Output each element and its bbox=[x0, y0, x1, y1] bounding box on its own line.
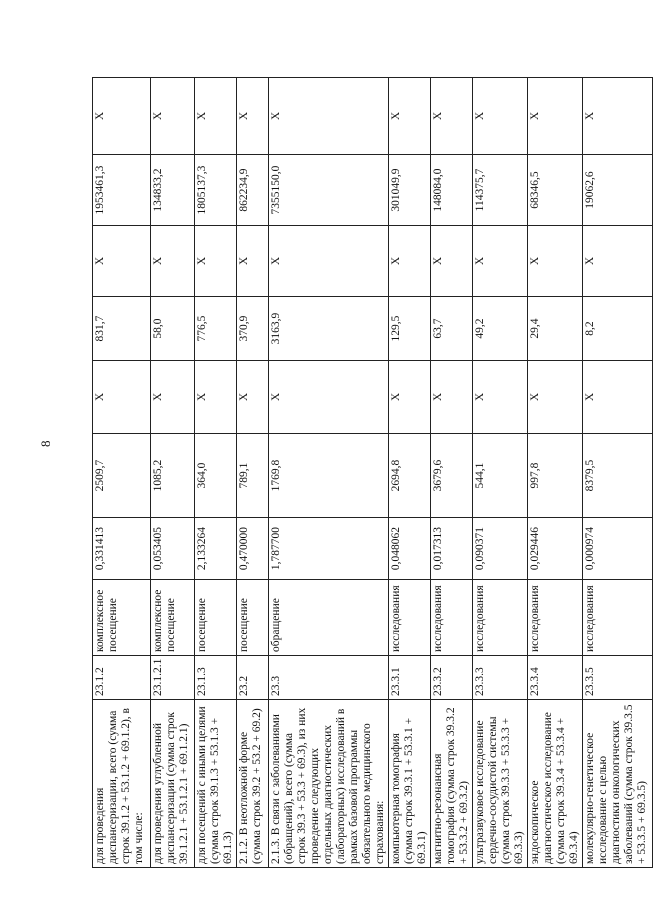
row-col10-cell: X bbox=[473, 78, 528, 155]
row-name-cell: ультразвуковое исследование сердечно-сосудистой системы (сумма строк 39.3.3 + 53.3.3 + 69.3.3) bbox=[473, 700, 528, 868]
row-col10-cell: X bbox=[237, 78, 269, 155]
row-rate-cell: 0,331413 bbox=[93, 518, 151, 580]
row-cost-cell: 1085,2 bbox=[151, 434, 195, 518]
row-col8-cell: X bbox=[583, 226, 653, 297]
row-unit-cell: исследования bbox=[528, 580, 583, 656]
table-row bbox=[269, 78, 389, 868]
row-col6-cell: X bbox=[431, 361, 473, 434]
row-unit-cell: обращение bbox=[269, 580, 389, 656]
row-col8-cell: X bbox=[431, 226, 473, 297]
row-rate-cell: 1,787700 bbox=[269, 518, 389, 580]
row-cost-cell: 2509,7 bbox=[93, 434, 151, 518]
row-cost-cell: 2694,8 bbox=[389, 434, 431, 518]
row-code-cell: 23.3.5 bbox=[583, 656, 653, 700]
row-col10-cell: X bbox=[528, 78, 583, 155]
row-cost-cell: 364,0 bbox=[195, 434, 237, 518]
row-rate-cell: 2,133264 bbox=[195, 518, 237, 580]
row-unit-cell: комплексное посещение bbox=[151, 580, 195, 656]
row-code-cell: 23.1.2.1 bbox=[151, 656, 195, 700]
row-col8-cell: X bbox=[269, 226, 389, 297]
row-name-cell: 2.1.3. В связи с заболеваниями (обращений), всего (сумма строк 39.3 + 53.3 + 69.3), из них проведение следующих отдельных диагностических (лабораторных) исследований в рамках базовой программы обязательного медицинского страхования: bbox=[269, 700, 389, 868]
row-col9-cell: 19062,6 bbox=[583, 155, 653, 226]
row-col7-cell: 831,7 bbox=[93, 297, 151, 361]
row-col10-cell: X bbox=[269, 78, 389, 155]
row-col9-cell: 301049,9 bbox=[389, 155, 431, 226]
row-col6-cell: X bbox=[389, 361, 431, 434]
row-code-cell: 23.3 bbox=[269, 656, 389, 700]
row-unit-cell: исследования bbox=[583, 580, 653, 656]
row-col7-cell: 58,0 bbox=[151, 297, 195, 361]
row-cost-cell: 997,8 bbox=[528, 434, 583, 518]
row-col6-cell: X bbox=[237, 361, 269, 434]
row-col8-cell: X bbox=[528, 226, 583, 297]
row-name-cell: компьютерная томография (сумма строк 39.3.1 + 53.3.1 + 69.3.1) bbox=[389, 700, 431, 868]
row-code-cell: 23.3.1 bbox=[389, 656, 431, 700]
row-code-cell: 23.1.3 bbox=[195, 656, 237, 700]
row-col6-cell: X bbox=[528, 361, 583, 434]
row-col10-cell: X bbox=[431, 78, 473, 155]
row-col10-cell: X bbox=[389, 78, 431, 155]
row-code-cell: 23.3.3 bbox=[473, 656, 528, 700]
row-name-cell: магнитно-резонансная томография (сумма строк 39.3.2 + 53.3.2 + 69.3.2) bbox=[431, 700, 473, 868]
row-cost-cell: 1769,8 bbox=[269, 434, 389, 518]
table-row bbox=[151, 78, 195, 868]
row-col9-cell: 134833,2 bbox=[151, 155, 195, 226]
row-unit-cell: исследования bbox=[473, 580, 528, 656]
row-col7-cell: 63,7 bbox=[431, 297, 473, 361]
row-code-cell: 23.3.4 bbox=[528, 656, 583, 700]
table-body bbox=[93, 78, 653, 868]
row-unit-cell: посещение bbox=[195, 580, 237, 656]
row-col6-cell: X bbox=[269, 361, 389, 434]
row-col7-cell: 129,5 bbox=[389, 297, 431, 361]
row-unit-cell: посещение bbox=[237, 580, 269, 656]
row-code-cell: 23.3.2 bbox=[431, 656, 473, 700]
row-name-cell: для проведения диспансеризации, всего (сумма строк 39.1.2 + 53.1.2 + 69.1.2), в том числе: bbox=[93, 700, 151, 868]
row-unit-cell: исследования bbox=[389, 580, 431, 656]
table-row bbox=[237, 78, 269, 868]
row-unit-cell: комплексное посещение bbox=[93, 580, 151, 656]
row-col9-cell: 862234,9 bbox=[237, 155, 269, 226]
row-rate-cell: 0,029446 bbox=[528, 518, 583, 580]
row-cost-cell: 3679,6 bbox=[431, 434, 473, 518]
row-col10-cell: X bbox=[583, 78, 653, 155]
table-row bbox=[583, 78, 653, 868]
row-col7-cell: 370,9 bbox=[237, 297, 269, 361]
row-col10-cell: X bbox=[93, 78, 151, 155]
table-row bbox=[389, 78, 431, 868]
row-col6-cell: X bbox=[151, 361, 195, 434]
row-code-cell: 23.1.2 bbox=[93, 656, 151, 700]
row-rate-cell: 0,017313 bbox=[431, 518, 473, 580]
table-row bbox=[528, 78, 583, 868]
row-rate-cell: 0,053405 bbox=[151, 518, 195, 580]
table-row bbox=[473, 78, 528, 868]
row-col6-cell: X bbox=[583, 361, 653, 434]
table-row bbox=[195, 78, 237, 868]
table-row bbox=[431, 78, 473, 868]
row-col9-cell: 114375,7 bbox=[473, 155, 528, 226]
row-name-cell: 2.1.2. В неотложной форме (сумма строк 39.2 + 53.2 + 69.2) bbox=[237, 700, 269, 868]
row-col8-cell: X bbox=[237, 226, 269, 297]
row-name-cell: эндоскопическое диагностическое исследование (сумма строк 39.3.4 + 53.3.4 + 69.3.4) bbox=[528, 700, 583, 868]
row-col8-cell: X bbox=[151, 226, 195, 297]
row-col8-cell: X bbox=[195, 226, 237, 297]
row-cost-cell: 789,1 bbox=[237, 434, 269, 518]
row-rate-cell: 0,090371 bbox=[473, 518, 528, 580]
row-col7-cell: 776,5 bbox=[195, 297, 237, 361]
row-col10-cell: X bbox=[195, 78, 237, 155]
rotated-table-container bbox=[92, 78, 648, 868]
row-rate-cell: 0,048062 bbox=[389, 518, 431, 580]
row-col9-cell: 7355150,0 bbox=[269, 155, 389, 226]
row-col8-cell: X bbox=[473, 226, 528, 297]
row-col7-cell: 49,2 bbox=[473, 297, 528, 361]
table-row bbox=[93, 78, 151, 868]
row-col9-cell: 1805137,3 bbox=[195, 155, 237, 226]
row-col8-cell: X bbox=[389, 226, 431, 297]
row-col10-cell: X bbox=[151, 78, 195, 155]
row-col8-cell: X bbox=[93, 226, 151, 297]
row-rate-cell: 0,470000 bbox=[237, 518, 269, 580]
row-cost-cell: 544,1 bbox=[473, 434, 528, 518]
row-col7-cell: 29,4 bbox=[528, 297, 583, 361]
row-col6-cell: X bbox=[195, 361, 237, 434]
row-col7-cell: 3163,9 bbox=[269, 297, 389, 361]
page-number: 8 bbox=[38, 440, 53, 447]
row-col6-cell: X bbox=[473, 361, 528, 434]
row-col7-cell: 8,2 bbox=[583, 297, 653, 361]
data-table bbox=[92, 77, 653, 868]
row-name-cell: для проведения углубленной диспансеризации (сумма строк 39.1.2.1 + 53.1.2.1 + 69.1.2.1) bbox=[151, 700, 195, 868]
row-unit-cell: исследования bbox=[431, 580, 473, 656]
row-name-cell: для посещений с иными целями (сумма строк 39.1.3 + 53.1.3 + 69.1.3) bbox=[195, 700, 237, 868]
row-col6-cell: X bbox=[93, 361, 151, 434]
row-cost-cell: 8379,5 bbox=[583, 434, 653, 518]
row-code-cell: 23.2 bbox=[237, 656, 269, 700]
row-name-cell: молекулярно-генетическое исследование с целью диагностики онкологических заболеваний (сумма строк 39.3.5 + 53.3.5 + 69.3.5) bbox=[583, 700, 653, 868]
row-rate-cell: 0,000974 bbox=[583, 518, 653, 580]
row-col9-cell: 1953461,3 bbox=[93, 155, 151, 226]
row-col9-cell: 68346,5 bbox=[528, 155, 583, 226]
row-col9-cell: 148084,0 bbox=[431, 155, 473, 226]
